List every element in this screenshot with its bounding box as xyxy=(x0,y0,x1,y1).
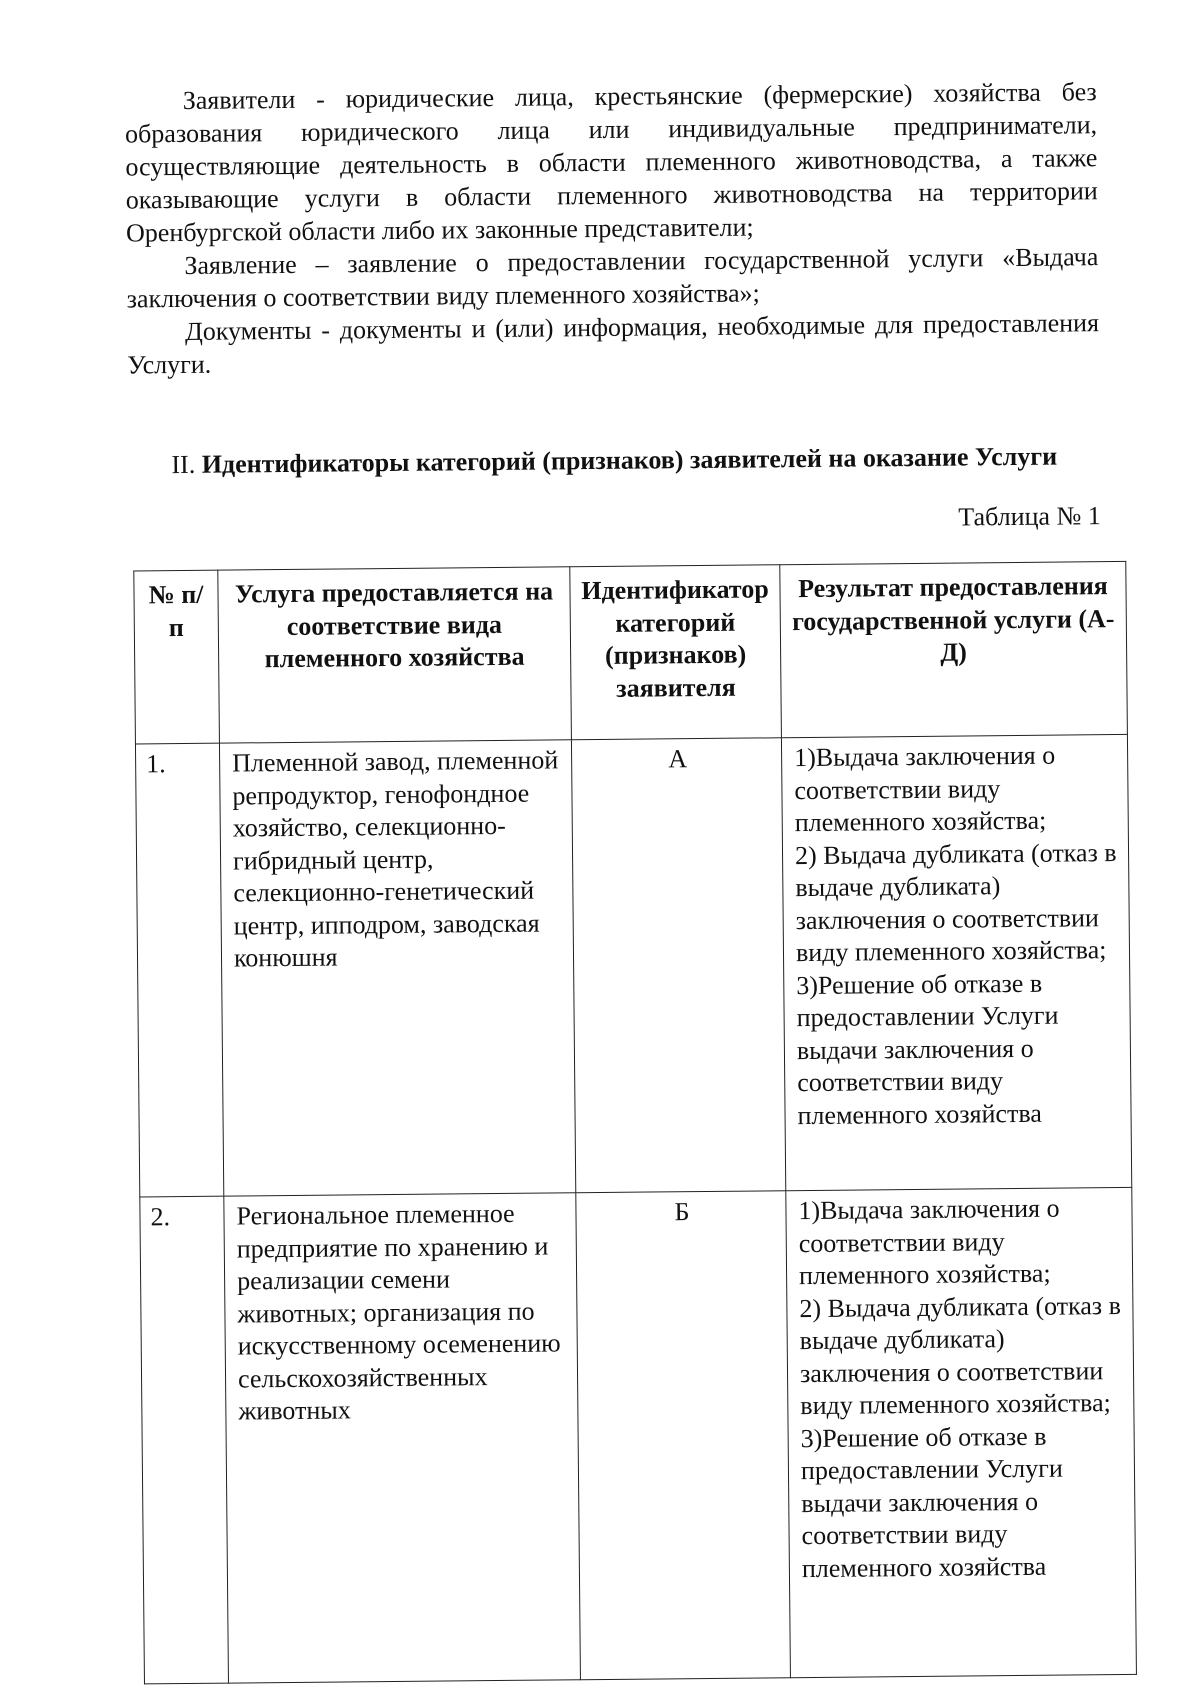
table-row xyxy=(140,1187,1137,1684)
result-item: 1)Выдача заключения о соответствии виду племенного хозяйства; xyxy=(798,1193,1060,1291)
table-header-row xyxy=(134,561,1128,744)
result-item: 2) Выдача дубликата (отказ в выдаче дубликата) заключения о соответствии виду племенного хозяйства; xyxy=(799,1290,1122,1421)
header-service: Услуга предоставляется на соответствие вида племенного хозяйства xyxy=(218,567,572,743)
row-identifier: А xyxy=(571,738,785,1193)
result-item: 3)Решение об отказе в предоставлении Услуги выдачи заключения о соответствии виду племенного хозяйства xyxy=(796,968,1059,1130)
definition-applicants: Заявители - юридические лица, крестьянские (фермерские) хозяйства без образования юридического лица или индивидуальные предприниматели, осуществляющие деятельность в области племенного животноводства, а также оказывающие услуги в области племенного животноводства на территории Оренбургской области либо их законные представители; xyxy=(124,77,1098,248)
row-number: 2. xyxy=(140,1196,229,1684)
section-number: II. xyxy=(171,449,196,480)
header-result: Результат предоставления государственной услуги (А-Д) xyxy=(780,561,1128,737)
section-heading xyxy=(128,440,1100,481)
result-item: 1)Выдача заключения о соответствии виду племенного хозяйства; xyxy=(793,740,1056,838)
header-number: № п/п xyxy=(134,570,220,744)
intro-definitions xyxy=(125,75,1100,381)
applicant-categories-table xyxy=(133,561,1137,1684)
row-results xyxy=(781,734,1131,1190)
row-identifier: Б xyxy=(576,1191,791,1680)
row-results xyxy=(786,1187,1137,1677)
definition-application: Заявление – заявление о предоставлении государственной услуги «Выдача заключения о соответствии виду племенного хозяйства»; xyxy=(126,242,1099,314)
result-item: 3)Решение об отказе в предоставлении Услуги выдачи заключения о соответствии виду племенного хозяйства xyxy=(800,1421,1063,1583)
definition-documents: Документы - документы и (или) информация, необходимые для предоставления Услуги. xyxy=(127,308,1100,380)
table-row xyxy=(135,734,1131,1197)
table-caption: Таблица № 1 xyxy=(958,501,1101,532)
header-identifier: Идентификатор категорий (признаков) заявителя xyxy=(570,565,782,740)
row-number: 1. xyxy=(135,743,223,1197)
section-title: Идентификаторы категорий (признаков) заявителей на оказание Услуги xyxy=(201,441,1058,479)
row-service: Региональное племенное предприятие по хранению и реализации семени животных; организация по искусственному осеменению сельскохозяйственных животных xyxy=(224,1193,581,1683)
row-service: Племенной завод, племенной репродуктор, генофондное хозяйство, селекционно-гибридный центр, селекционно-генетический центр, ипподром, заводская конюшня xyxy=(219,740,575,1196)
result-item: 2) Выдача дубликата (отказ в выдаче дубликата) заключения о соответствии виду племенного хозяйства; xyxy=(794,837,1117,968)
